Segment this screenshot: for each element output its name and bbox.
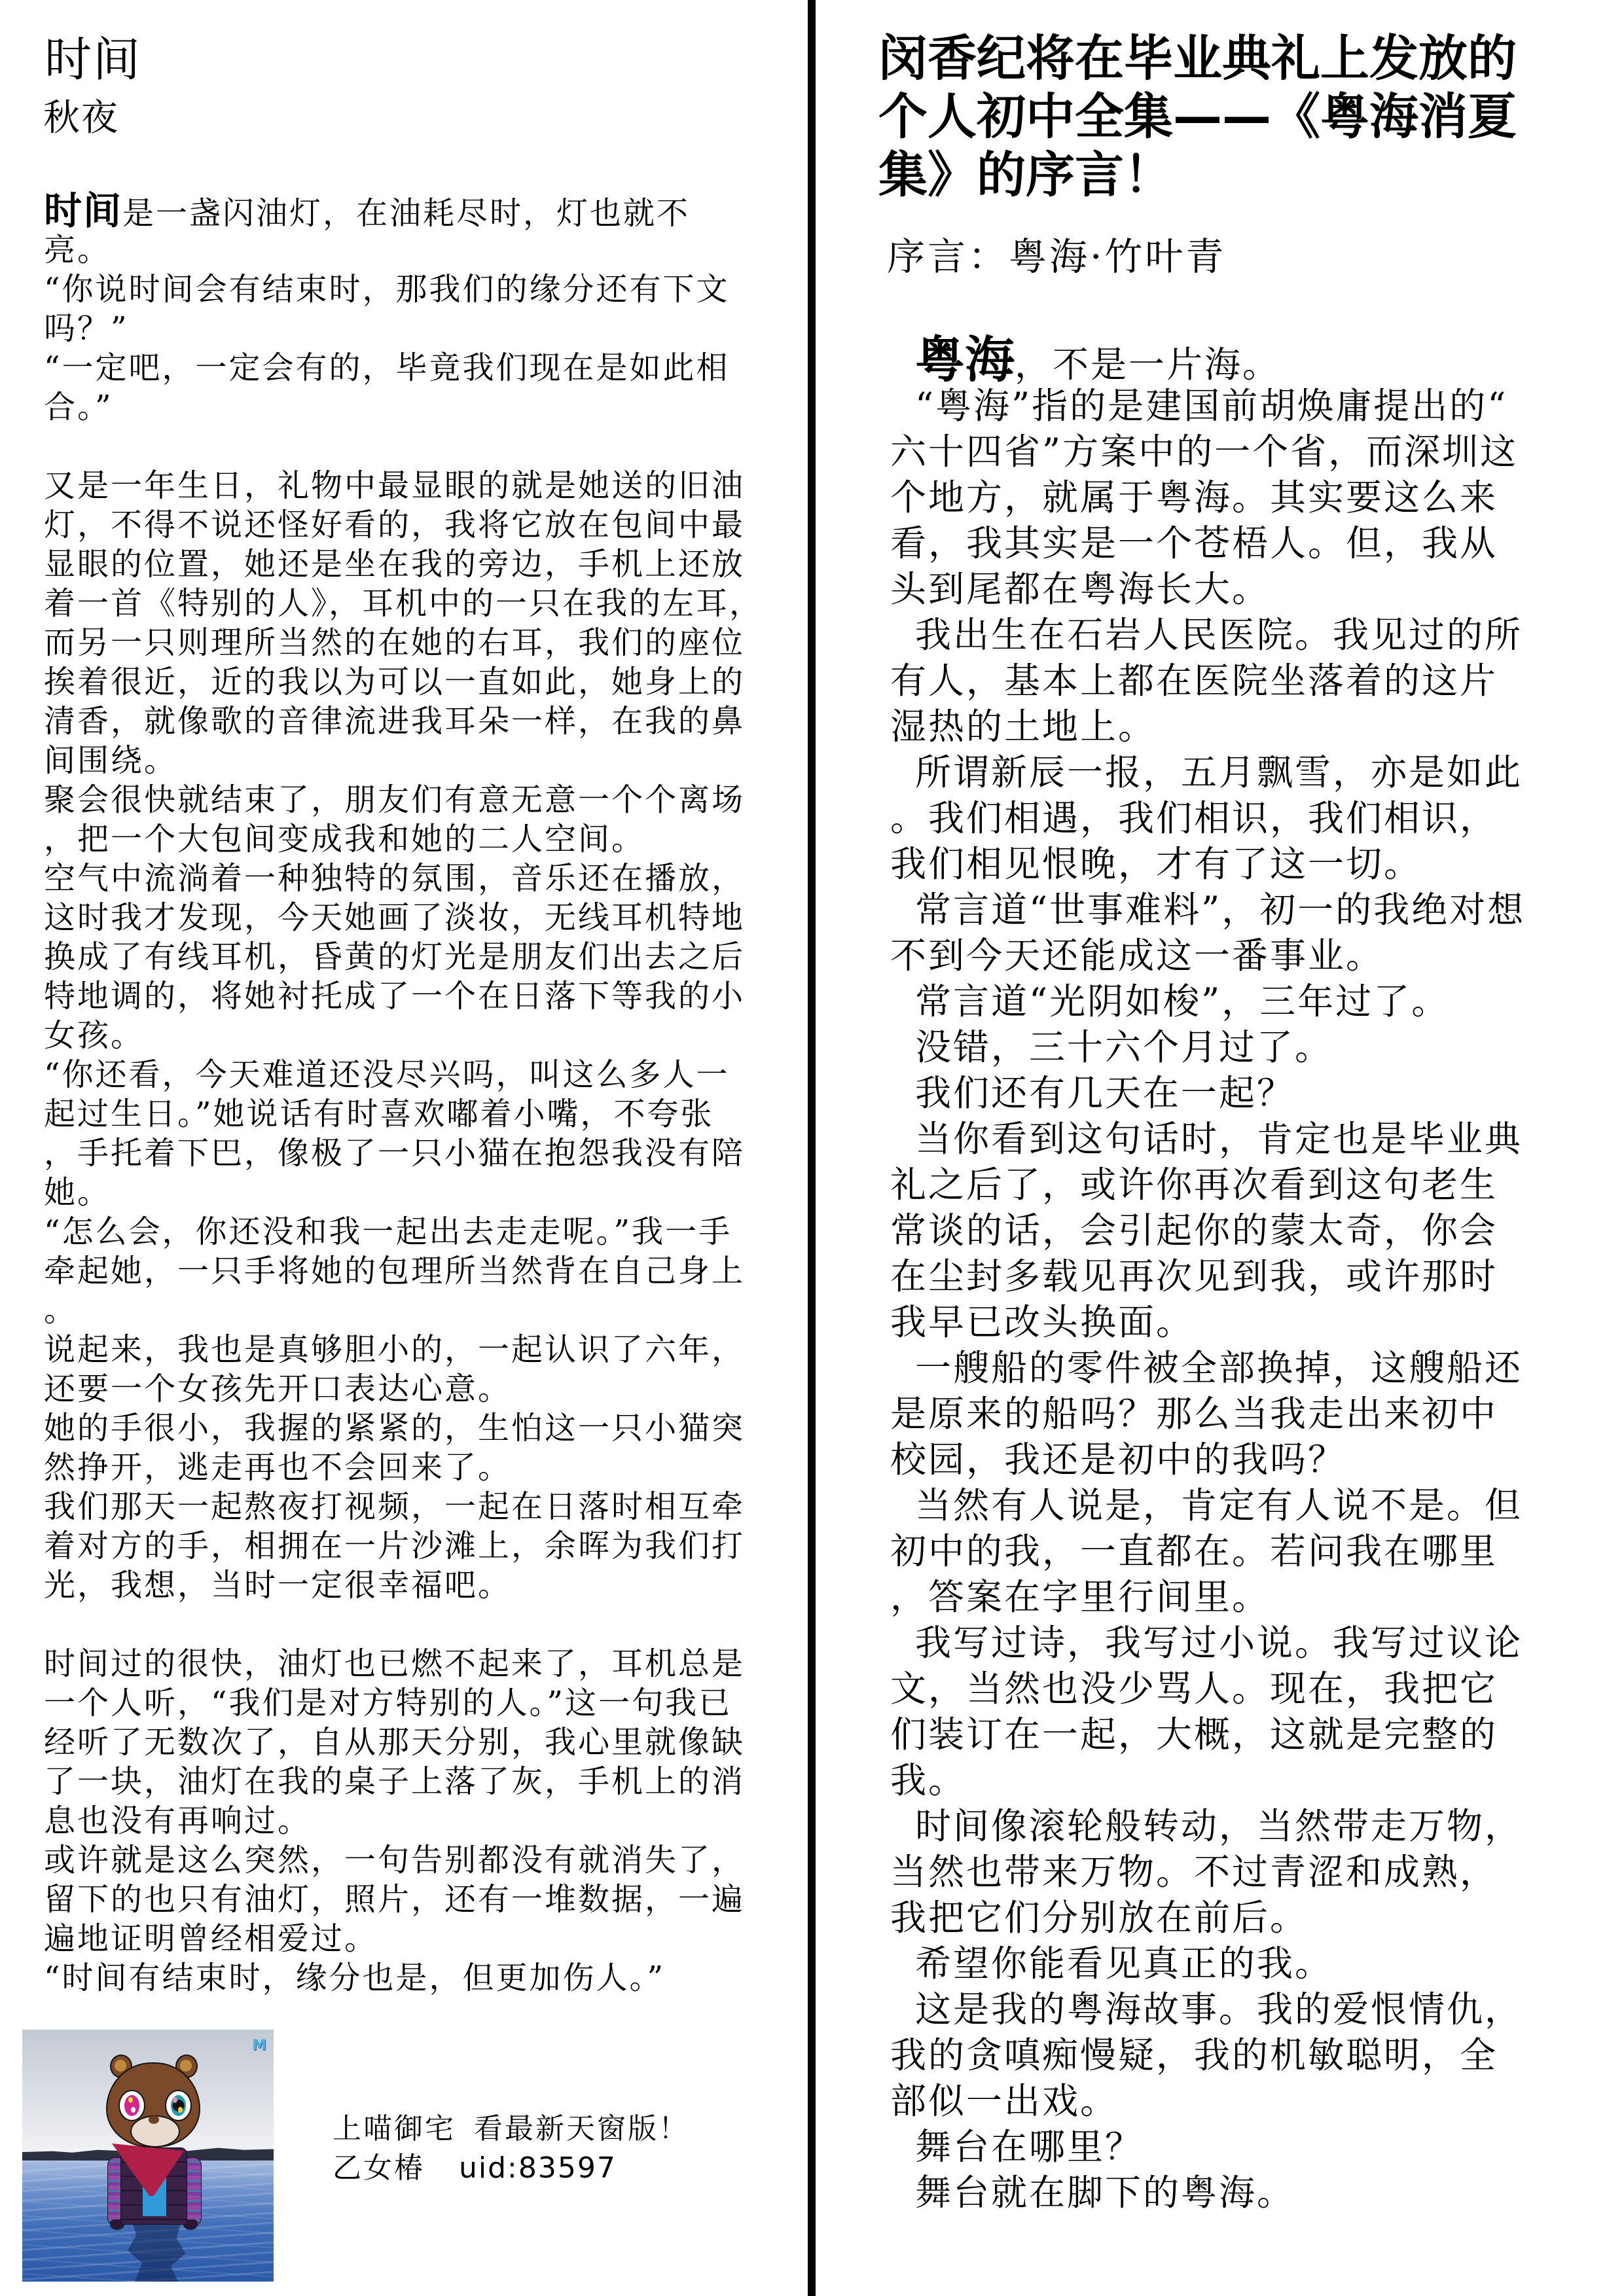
body-line: 我的贪嗔痴慢疑，我的机敏聪明，全: [890, 2034, 1498, 2076]
body-line: 时间过的很快，油灯也已燃不起来了，耳机总是: [44, 1645, 746, 1682]
body-line: 着一首《特别的人》，耳机中的一只在我的左耳，: [44, 585, 763, 622]
body-line: 我们还有几天在一起？: [915, 1072, 1295, 1114]
body-line: 部似一出戏。: [890, 2080, 1119, 2122]
body-line: 我把它们分别放在前后。: [890, 1897, 1308, 1939]
body-line: 不到今天还能成这一番事业。: [890, 935, 1384, 977]
body-line: 我。: [890, 1759, 967, 1801]
body-line: 遍地证明曾经相爱过。: [44, 1920, 378, 1957]
body-line: 吗？”: [44, 310, 129, 347]
body-line: 当然也带来万物。不过青涩和成熟，: [890, 1851, 1498, 1893]
body-line: 清香，就像歌的音律流进我耳朵一样，在我的鼻: [44, 703, 746, 740]
body-line: “怎么会，你还没和我一起出去走走呢。”我一手: [44, 1213, 732, 1250]
body-line: 光，我想，当时一定很幸福吧。: [44, 1567, 512, 1604]
body-line: 湿热的土地上。: [890, 706, 1157, 747]
body-line: 礼之后了，或许你再次看到这句老生: [890, 1164, 1498, 1206]
body-line: [890, 331, 1525, 389]
body-line: 时间像滚轮般转动，当然带走万物，: [915, 1805, 1523, 1847]
preface-body: [890, 331, 1526, 2215]
uploader-uid: uid:83597: [459, 2151, 617, 2185]
body-line: 经听了无数次了，自从那天分别，我心里就像缺: [44, 1724, 746, 1761]
body-line: 是原来的船吗？那么当我走出来初中: [890, 1393, 1498, 1435]
body-line-text: 是一盏闪油灯，在油耗尽时，灯也就不: [122, 195, 691, 232]
promo-text: [333, 2109, 689, 2188]
body-line: 希望你能看见真正的我。: [915, 1943, 1333, 1984]
body-line: 她。: [44, 1174, 111, 1211]
body-line: 常言道“世事难料”，初一的我绝对想: [915, 889, 1526, 931]
body-line: 。: [44, 1292, 78, 1329]
body-line: 挨着很近，近的我以为可以一直如此，她身上的: [44, 664, 746, 700]
uploader-name: 乙女椿: [333, 2151, 425, 2185]
body-line: ，把一个大包间变成我和她的二人空间。: [44, 821, 645, 857]
body-line: 文，当然也没少骂人。现在，我把它: [890, 1668, 1498, 1710]
body-line: 显眼的位置，她还是坐在我的旁边，手机上还放: [44, 546, 746, 583]
body-line: 校园，我还是初中的我吗？: [890, 1439, 1346, 1480]
body-line: 又是一年生日，礼物中最显眼的就是她送的旧油: [44, 467, 746, 504]
body-line: 这是我的粤海故事。我的爱恨情仇，: [915, 1988, 1523, 2030]
body-line: 常言道“光阴如梭”，三年过了。: [915, 980, 1450, 1022]
body-line: 说起来，我也是真够胆小的，一起认识了六年，: [44, 1331, 746, 1368]
promo-line-2: [333, 2149, 689, 2188]
body-line: 一个人听，“我们是对方特别的人。”这一句我已: [44, 1685, 732, 1721]
body-line: 个地方，就属于粤海。其实要这么来: [890, 476, 1498, 518]
body-line: 常谈的话，会引起你的蒙太奇，你会: [890, 1210, 1498, 1251]
body-line: 这时我才发现，今天她画了淡妆，无线耳机特地: [44, 899, 746, 936]
body-line: 一艘船的零件被全部换掉，这艘船还: [915, 1347, 1523, 1389]
left-eye: [118, 2090, 145, 2121]
body-line: “你说时间会有结束时，那我们的缘分还有下文: [44, 271, 730, 308]
title-line: 闵香纪将在毕业典礼上发放的: [878, 29, 1517, 87]
body-line: 换成了有线耳机，昏黄的灯光是朋友们出去之后: [44, 939, 746, 975]
body-line: 六十四省”方案中的一个省，而深圳这: [890, 431, 1519, 473]
body-line: 间围绕。: [44, 742, 178, 779]
body-line: 女孩。: [44, 1017, 145, 1054]
body-line: 息也没有再响过。: [44, 1803, 312, 1839]
body-line: 她的手很小，我握的紧紧的，生怕这一只小猫突: [44, 1410, 746, 1446]
body-line: 舞台在哪里？: [915, 2126, 1144, 2168]
body-line: 留下的也只有油灯，照片，还有一堆数据，一遍: [44, 1881, 746, 1918]
paragraph-gap: [44, 1605, 763, 1644]
body-line: 所谓新辰一报，五月飘雪，亦是如此: [915, 751, 1523, 793]
body-line: 我早已改头换面。: [890, 1301, 1195, 1343]
story-body: [44, 188, 763, 1998]
body-line: 。我们相遇，我们相识，我们相识，: [890, 797, 1498, 839]
body-line: “粤海”指的是建国前胡焕庸提出的“: [915, 385, 1508, 427]
promo-site: 上喵御宅: [333, 2112, 456, 2145]
body-line: 或许就是这么突然，一句告别都没有就消失了，: [44, 1842, 746, 1878]
promo-line-1: [333, 2109, 689, 2149]
body-line: 灯，不得不说还怪好看的，我将它放在包间中最: [44, 507, 746, 543]
body-line: “一定吧，一定会有的，毕竟我们现在是如此相: [44, 350, 730, 386]
body-line: 们装订在一起，大概，这就是完整的: [890, 1713, 1498, 1755]
promo-message: 看最新天窗版！: [474, 2112, 689, 2145]
bear-illustration: [22, 2030, 274, 2282]
body-line: 初中的我，一直都在。若问我在哪里: [890, 1530, 1498, 1572]
body-line: 我们那天一起熬夜打视频，一起在日落时相互牵: [44, 1488, 746, 1525]
body-line: 特地调的，将她衬托成了一个在日落下等我的小: [44, 978, 746, 1014]
body-line: 头到尾都在粤海长大。: [890, 568, 1271, 610]
body-line: 合。”: [44, 389, 113, 425]
body-line: [44, 188, 763, 233]
preface-title: [878, 29, 1517, 204]
body-line: 舞台就在脚下的粤海。: [915, 2172, 1295, 2214]
body-line: 而另一只则理所当然的在她的右耳，我们的座位: [44, 624, 746, 661]
body-line: 没错，三十六个月过了。: [915, 1026, 1333, 1068]
body-line: “时间有结束时，缘分也是，但更加伤人。”: [44, 1960, 666, 1996]
body-line: 我出生在石岩人民医院。我见过的所: [915, 614, 1523, 656]
title-line: 个人初中全集——《粤海消夏: [878, 88, 1517, 145]
body-line: ，手托着下巴，像极了一只小猫在抱怨我没有陪: [44, 1135, 746, 1172]
m-logo-icon: M: [252, 2037, 266, 2054]
right-eye: [165, 2090, 192, 2121]
body-line: 牵起她，一只手将她的包理所当然背在自己身上: [44, 1253, 746, 1289]
column-divider: [808, 0, 816, 2296]
body-line: 我写过诗，我写过小说。我写过议论: [915, 1622, 1523, 1664]
body-line: 看，我其实是一个苍梧人。但，我从: [890, 522, 1498, 564]
body-line: 在尘封多载见再次见到我，或许那时: [890, 1255, 1498, 1297]
body-line: 然挣开，逃走再也不会回来了。: [44, 1449, 512, 1486]
body-line: 聚会很快就结束了，朋友们有意无意一个个离场: [44, 781, 746, 818]
body-line: ，答案在字里行间里。: [890, 1576, 1271, 1618]
body-line: 了一块，油灯在我的桌子上落了灰，手机上的消: [44, 1763, 746, 1800]
body-line: 亮。: [44, 232, 111, 268]
body-line: 有人，基本上都在医院坐落着的这片: [890, 660, 1498, 702]
body-line: 空气中流淌着一种独特的氛围，音乐还在播放，: [44, 860, 746, 897]
body-line: 当然有人说是，肯定有人说不是。但: [915, 1484, 1523, 1526]
bear-nose: [149, 2116, 159, 2124]
lead-bold-word: 时间: [44, 188, 123, 233]
body-line: 我们相见恨晚，才有了这一切。: [890, 843, 1422, 885]
body-line: 着对方的手，相拥在一片沙滩上，余晖为我们打: [44, 1528, 746, 1564]
story-author: 秋夜: [43, 97, 119, 139]
title-line: 集》的序言！: [878, 146, 1174, 204]
lead-bold-word: 粤海: [915, 331, 1015, 389]
body-line: 当你看到这句话时，肯定也是毕业典: [915, 1118, 1523, 1160]
story-title: 时间: [45, 32, 142, 87]
body-line: 起过生日。”她说话有时喜欢嘟着小嘴，不夸张: [44, 1096, 714, 1132]
body-line: “你还看，今天难道还没尽兴吗，叫这么多人一: [44, 1056, 730, 1093]
preface-byline: 序言：粤海·竹叶青: [887, 234, 1227, 279]
body-line: 还要一个女孩先开口表达心意。: [44, 1371, 512, 1407]
paragraph-gap: [44, 427, 763, 466]
body-line-text: ，不是一片海。: [1015, 344, 1281, 386]
